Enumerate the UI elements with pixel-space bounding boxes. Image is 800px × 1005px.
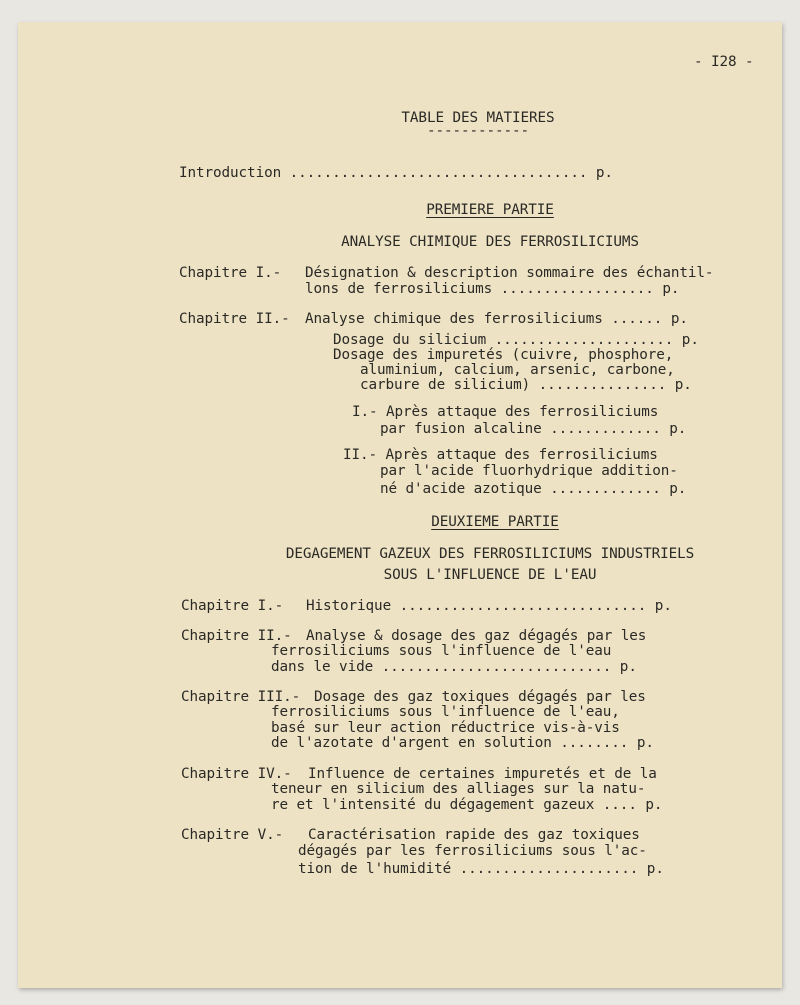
part2-chapter5-title: tion de l'humidité ..................... p. [298,861,664,877]
part1-heading: PREMIERE PARTIE [426,202,554,218]
toc-introduction: Introduction ................................... p. [179,165,613,181]
page-number: - I28 - [694,54,754,70]
part1-subtitle: ANALYSE CHIMIQUE DES FERROSILICIUMS [341,234,639,250]
part1-subsection-alkaline: I.- Après attaque des ferrosiliciums [352,404,659,420]
part2-chapter2-title: Analyse & dosage des gaz dégagés par les [306,628,647,644]
part2-chapter1-title: Historique ............................. p. [306,598,672,614]
part1-section-silicium: Dosage du silicium ..................... p. [333,332,699,348]
part2-chapter3-title: ferrosiliciums sous l'influence de l'eau, [271,704,620,720]
part2-heading: DEUXIEME PARTIE [431,514,559,530]
part2-chapter4-title: re et l'intensité du dégagement gazeux .... p. [271,797,663,813]
part2-chapter3-title: de l'azotate d'argent en solution ........ p. [271,735,654,751]
part2-chapter4-title: Influence de certaines impuretés et de la [308,766,657,782]
part1-subsection-hydrofluoric: né d'acide azotique ............. p. [380,481,687,497]
part1-chapter1-title: Désignation & description sommaire des échantil- [305,265,714,281]
page-title: TABLE DES MATIERES [401,110,555,126]
part2-chapter2-title: ferrosiliciums sous l'influence de l'eau [271,643,612,659]
part2-chapter3-title: Dosage des gaz toxiques dégagés par les [314,689,646,705]
part1-chapter2-label: Chapitre II.- [179,311,290,327]
part1-chapter1-title: lons de ferrosiliciums .................. p. [305,281,680,297]
part1-chapter2-title: Analyse chimique des ferrosiliciums ...... p. [305,311,688,327]
part1-subsection-alkaline: par fusion alcaline ............. p. [380,421,687,437]
part2-chapter4-title: teneur en silicium des alliages sur la natu- [271,781,646,797]
part2-chapter5-title: Caractérisation rapide des gaz toxiques [308,827,640,843]
title-rule: ------------ [426,123,530,139]
part1-section-impurities: aluminium, calcium, arsenic, carbone, [360,362,675,378]
part1-subsection-hydrofluoric: par l'acide fluorhydrique addition- [380,463,678,479]
part2-chapter4-label: Chapitre IV.- [181,766,292,782]
part2-chapter5-title: dégagés par les ferrosiliciums sous l'ac- [298,843,647,859]
part2-subtitle: DEGAGEMENT GAZEUX DES FERROSILICIUMS INDUSTRIELS [285,546,695,562]
part1-subsection-hydrofluoric: II.- Après attaque des ferrosiliciums [343,447,658,463]
part2-chapter2-label: Chapitre II.- [181,628,292,644]
part2-chapter2-title: dans le vide ........................... p. [271,659,637,675]
part1-chapter1-label: Chapitre I.- [179,265,282,281]
part2-chapter1-label: Chapitre I.- [181,598,284,614]
part2-chapter3-label: Chapitre III.- [181,689,301,705]
part1-section-impurities: carbure de silicium) ............... p. [360,377,692,393]
part1-section-impurities: Dosage des impuretés (cuivre, phosphore, [333,347,674,363]
part2-subtitle: SOUS L'INFLUENCE DE L'EAU [383,567,597,583]
part2-chapter5-label: Chapitre V.- [181,827,284,843]
part2-chapter3-title: basé sur leur action réductrice vis-à-vis [271,720,620,736]
